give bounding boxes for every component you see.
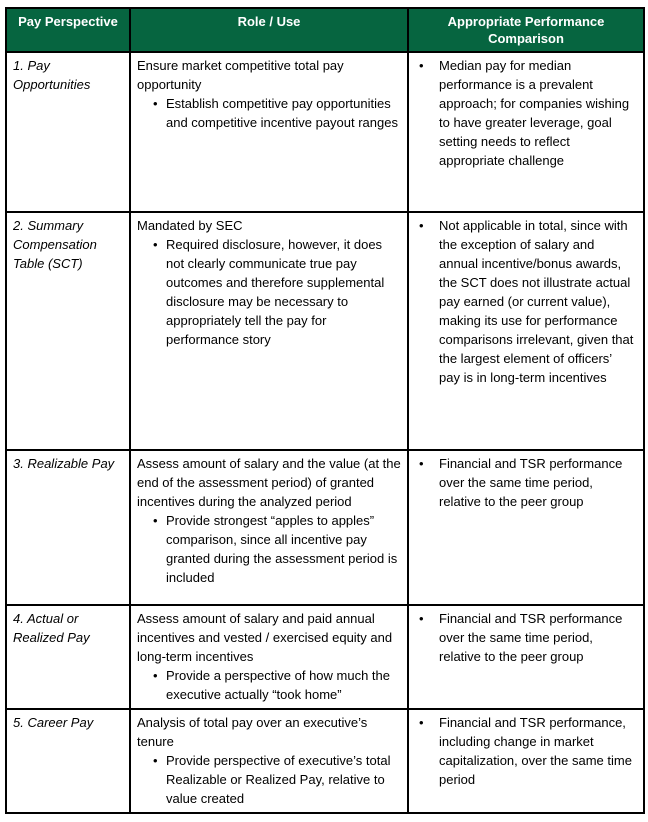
header-role-use: Role / Use (130, 8, 408, 52)
comparison-bullet-item (417, 454, 636, 511)
role-intro: Assess amount of salary and the value (at the end of the assessment period) of granted incentives during the analyzed period (137, 456, 401, 509)
comparison-cell (408, 605, 644, 709)
table-row-pay-opportunities (6, 52, 644, 212)
role-intro: Assess amount of salary and paid annual incentives and vested / exercised equity and long-term incentives (137, 611, 393, 664)
bullet-marker: • (153, 237, 158, 252)
perspective-cell: 1. Pay Opportunities (6, 52, 130, 212)
role-cell (130, 709, 408, 813)
bullet-marker: • (419, 456, 424, 471)
perspective-cell: 5. Career Pay (6, 709, 130, 813)
comparison-bullet-item (417, 713, 636, 789)
bullet-marker: • (153, 753, 158, 768)
comparison-bullet-item (417, 216, 636, 387)
perspective-cell: 3. Realizable Pay (6, 450, 130, 605)
role-bullet-item (137, 235, 401, 349)
role-bullet-text: Provide a perspective of how much the executive actually “took home” (166, 668, 391, 702)
comparison-bullet-text: Financial and TSR performance over the same time period, relative to the peer group (439, 611, 623, 664)
role-bullet-item (137, 666, 401, 704)
comparison-bullet-text: Median pay for median performance is a prevalent approach; for companies wishing to have greater leverage, goal setting needs to reflect appropriate challenge (439, 58, 630, 168)
role-cell (130, 52, 408, 212)
comparison-cell (408, 709, 644, 813)
table-row-actual-or-realized-pay (6, 605, 644, 709)
comparison-bullet-item (417, 56, 636, 170)
comparison-cell (408, 212, 644, 450)
role-intro: Ensure market competitive total pay opportunity (137, 58, 344, 92)
bullet-marker: • (419, 611, 424, 626)
comparison-bullet-text: Financial and TSR performance, including change in market capitalization, over the same time period (439, 715, 632, 787)
role-bullet-text: Provide perspective of executive’s total Realizable or Realized Pay, relative to value created (166, 753, 391, 806)
comparison-cell (408, 450, 644, 605)
role-cell (130, 212, 408, 450)
header-performance-comparison: Appropriate Performance Comparison (408, 8, 644, 52)
pay-perspectives-table (5, 7, 645, 814)
role-bullet-text: Provide strongest “apples to apples” comparison, since all incentive pay granted during the assessment period is included (166, 513, 398, 585)
bullet-marker: • (153, 668, 158, 683)
bullet-marker: • (419, 715, 424, 730)
table-row-career-pay (6, 709, 644, 813)
bullet-marker: • (153, 513, 158, 528)
role-bullet-item (137, 751, 401, 808)
perspective-cell: 4. Actual or Realized Pay (6, 605, 130, 709)
role-intro: Mandated by SEC (137, 218, 243, 233)
header-row (6, 8, 644, 52)
role-cell (130, 605, 408, 709)
perspective-cell: 2. Summary Compensation Table (SCT) (6, 212, 130, 450)
role-intro: Analysis of total pay over an executive’s tenure (137, 715, 368, 749)
role-bullet-item (137, 94, 401, 132)
comparison-cell (408, 52, 644, 212)
role-bullet-item (137, 511, 401, 587)
table-row-realizable-pay (6, 450, 644, 605)
role-bullet-text: Establish competitive pay opportunities and competitive incentive payout ranges (166, 96, 398, 130)
comparison-bullet-item (417, 609, 636, 666)
role-cell (130, 450, 408, 605)
table-row-summary-compensation-table (6, 212, 644, 450)
bullet-marker: • (419, 58, 424, 73)
comparison-bullet-text: Not applicable in total, since with the exception of salary and annual incentive/bonus awards, the SCT does not illustrate actual pay earned (or current value), making its use for performance comparisons irrelevant, given that the largest element of officers’ pay is in long-term incentives (439, 218, 634, 385)
comparison-bullet-text: Financial and TSR performance over the same time period, relative to the peer group (439, 456, 623, 509)
header-pay-perspective: Pay Perspective (6, 8, 130, 52)
role-bullet-text: Required disclosure, however, it does not clearly communicate true pay outcomes and therefore supplemental disclosure may be necessary to appropriately tell the pay for performance story (166, 237, 385, 347)
bullet-marker: • (419, 218, 424, 233)
bullet-marker: • (153, 96, 158, 111)
